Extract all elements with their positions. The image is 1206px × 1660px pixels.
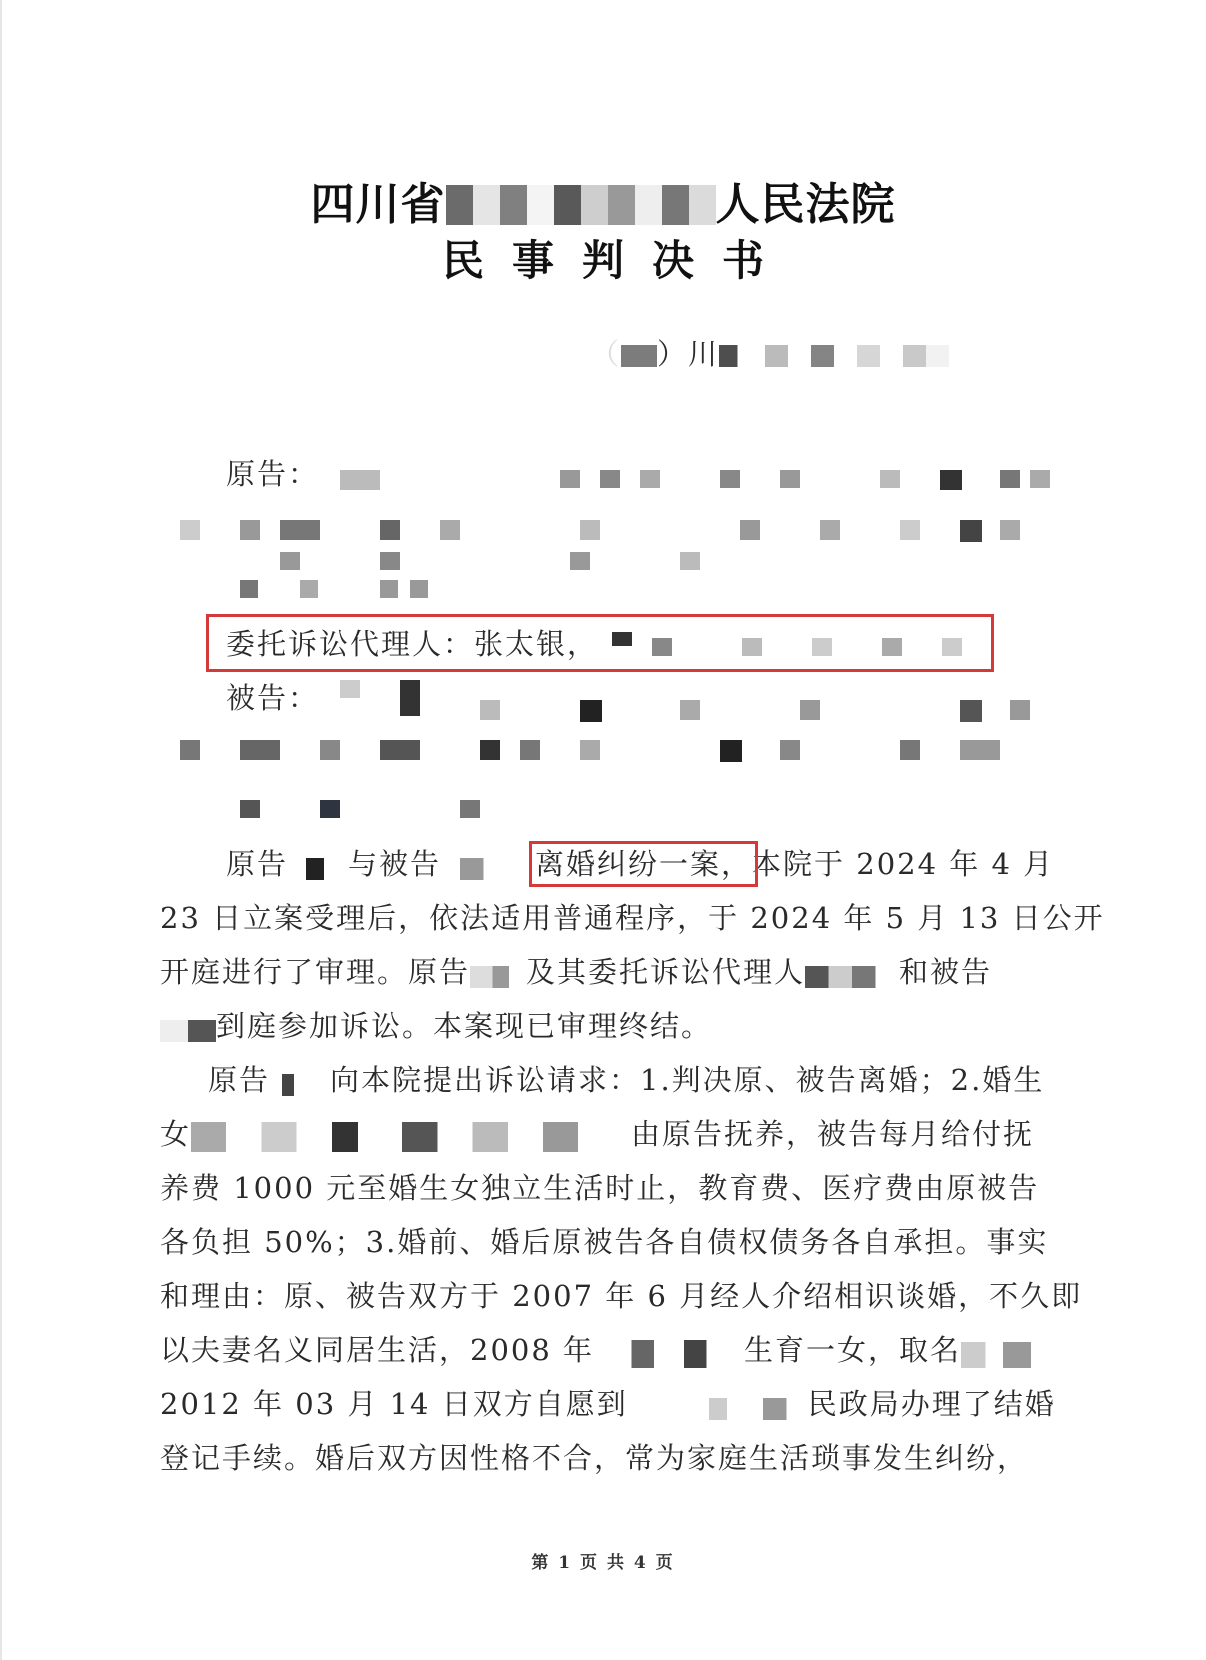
case-number-prefix: （ — [590, 337, 622, 371]
agent-name: 张太银， — [474, 627, 599, 661]
body-p2-line7 — [160, 1382, 1056, 1423]
body-p2-line1 — [208, 1058, 1044, 1099]
redacted-child-name — [191, 1122, 631, 1152]
redacted-name — [270, 1074, 330, 1096]
redacted-date — [594, 1340, 744, 1368]
redacted-name — [961, 1342, 1031, 1368]
redacted-year — [621, 345, 657, 367]
case-cause-highlight: 离婚纠纷一案， — [535, 847, 753, 881]
text-segment: 向本院提出诉讼请求：1.判决原、被告离婚；2.婚生 — [330, 1063, 1045, 1097]
text-segment: 到庭参加诉讼。本案现已审理终结。 — [216, 1009, 713, 1043]
text-segment: 2012 年 03 月 14 日双方自愿到 — [160, 1387, 628, 1421]
court-name — [0, 168, 1206, 232]
text-segment: 和被告 — [899, 955, 993, 989]
court-name-prefix: 四川省 — [310, 179, 446, 230]
redacted-agent-info — [612, 630, 972, 660]
redacted-name — [470, 966, 526, 988]
case-number-court-code: ）川 — [657, 337, 720, 371]
body-p1-line2: 23 日立案受理后，依法适用普通程序，于 2024 年 5 月 13 日公开 — [160, 901, 1105, 935]
redacted-plaintiff-info — [180, 460, 1060, 600]
redacted-case-number — [719, 345, 949, 367]
text-segment: 女 — [160, 1117, 192, 1151]
redacted-defendant-info — [180, 680, 1060, 820]
text-segment: 开庭进行了审理。原告 — [160, 955, 471, 989]
text-segment: 民政局办理了结婚 — [807, 1387, 1056, 1421]
body-p2-line3: 养费 1000 元至婚生女独立生活时止，教育费、医疗费由原被告 — [160, 1171, 1040, 1205]
redacted-name — [160, 1020, 216, 1042]
body-p2-line5: 和理由：原、被告双方于 2007 年 6 月经人介绍相识谈婚，不久即 — [160, 1279, 1083, 1313]
body-p2-line4: 各负担 50%；3.婚前、婚后原被告各自债权债务各自承担。事实 — [160, 1225, 1049, 1259]
text-segment: 由原告抚养，被告每月给付抚 — [631, 1117, 1035, 1151]
case-number — [590, 332, 949, 373]
redacted-name — [288, 858, 348, 880]
body-p2-line6 — [160, 1328, 1031, 1369]
redacted-court-name — [446, 185, 716, 225]
document-title: 民事判决书 — [441, 236, 792, 285]
text-segment: 生育一女，取名 — [744, 1333, 962, 1367]
body-p1-line3 — [160, 950, 992, 991]
text-segment: 与被告 — [348, 847, 442, 881]
body-p1-line4 — [160, 1004, 712, 1045]
text-segment: 本院于 2024 年 4 月 — [752, 847, 1055, 881]
redacted-name — [805, 966, 899, 988]
defendant-label: 被告： — [226, 681, 320, 715]
text-segment: 以夫妻名义同居生活，2008 年 — [160, 1333, 595, 1367]
text-segment: 原告 — [226, 847, 289, 881]
text-segment: 原告 — [208, 1063, 271, 1097]
body-p2-line8: 登记手续。婚后双方因性格不合，常为家庭生活琐事发生纠纷， — [160, 1441, 1029, 1475]
court-name-suffix: 人民法院 — [715, 179, 896, 230]
body-p2-line2 — [160, 1112, 1034, 1153]
agent-label: 委托诉讼代理人： — [226, 627, 475, 661]
page-indicator: 第 1 页 共 4 页 — [531, 1553, 675, 1573]
body-p1-line1 — [226, 842, 1054, 883]
redacted-name — [441, 858, 535, 880]
agent-line — [226, 622, 598, 663]
text-segment: 及其委托诉讼代理人 — [526, 955, 806, 989]
plaintiff-label: 原告： — [226, 457, 320, 491]
redacted-location — [628, 1398, 808, 1420]
